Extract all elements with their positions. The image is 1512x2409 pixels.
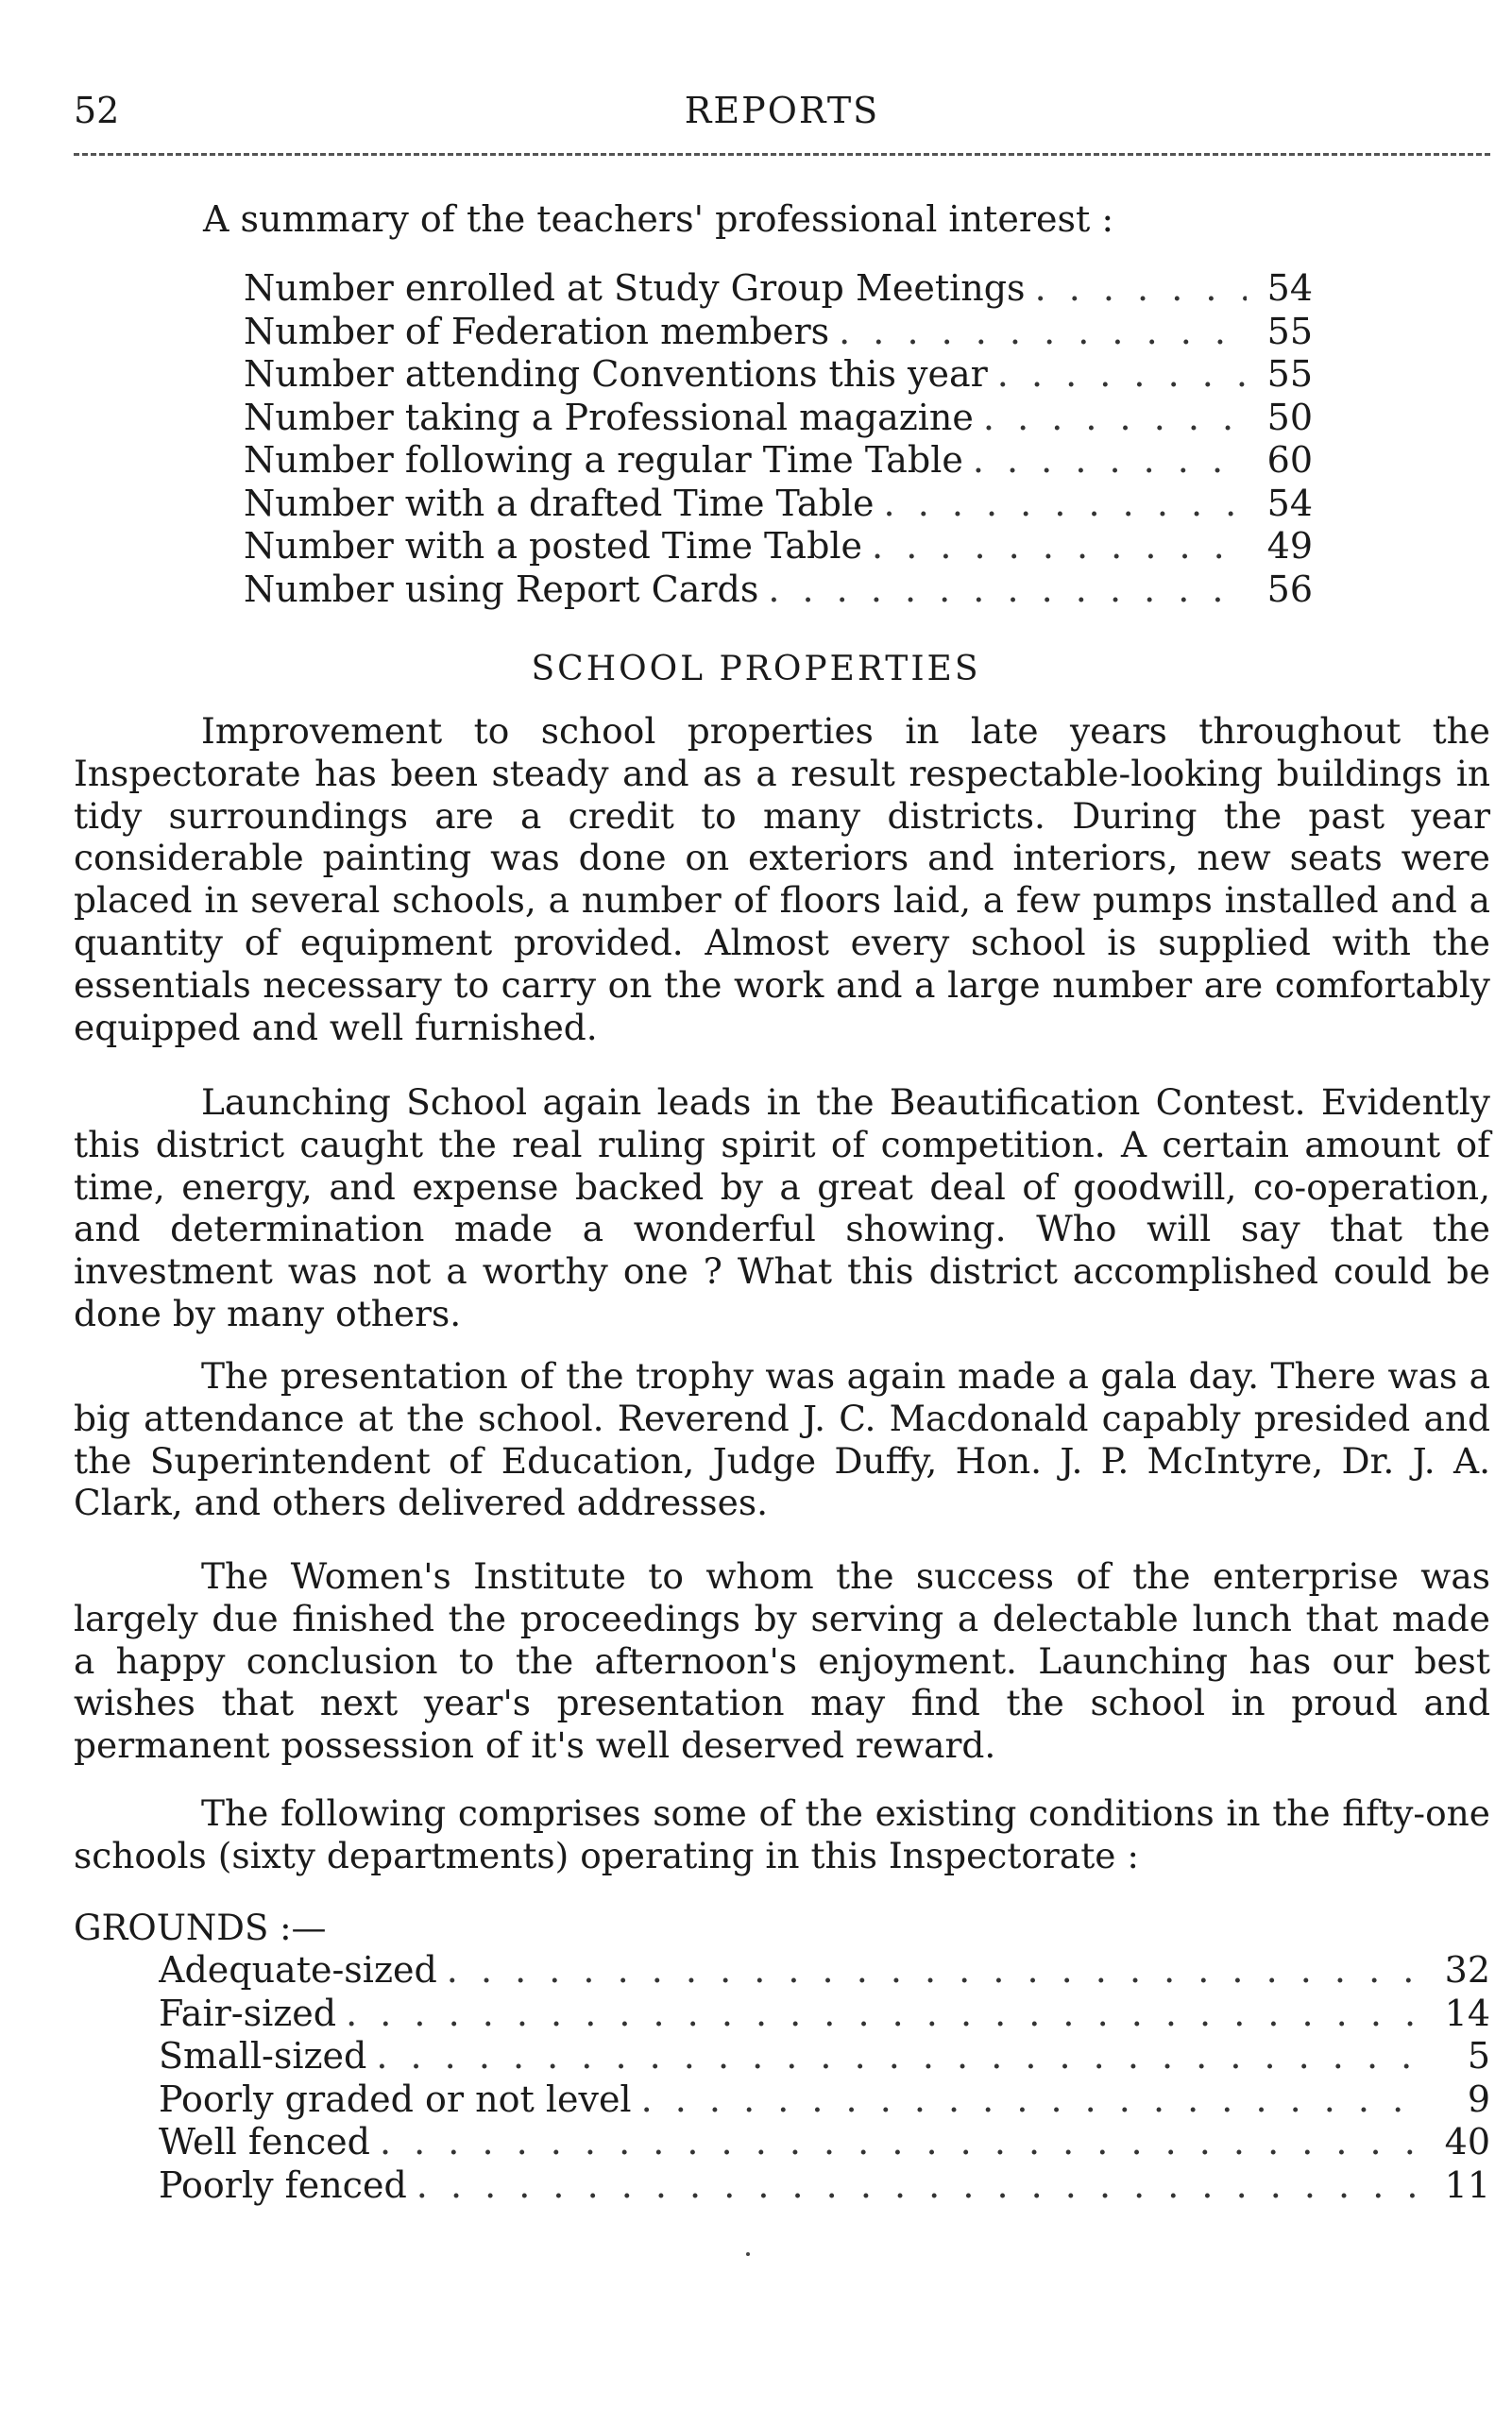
dot-leader (983, 397, 1247, 438)
list-item (159, 2035, 1490, 2078)
item-label: Number of Federation members (244, 310, 830, 352)
dot-leader (641, 2078, 1424, 2120)
list-item (244, 267, 1313, 311)
item-label: Poorly graded or not level (159, 2078, 632, 2120)
item-value: 14 (1444, 1992, 1490, 2034)
item-label: Number attending Conventions this year (244, 353, 988, 395)
item-label: Number using Report Cards (244, 568, 759, 610)
grounds-label: GROUNDS :— (74, 1908, 327, 1948)
paragraph-womens-institute: The Women's Institute to whom the success of the enterprise was largely due finished the proceedings by serving a delectable lunch that made a happy conclusion to the afternoon's enjoyment. Launching has our best wishes that next year's presentation may find the school in proud and permanent possession of it's well deserved reward. (74, 1555, 1490, 1767)
item-value: 11 (1444, 2163, 1490, 2206)
item-value: 50 (1266, 396, 1313, 438)
list-item (159, 2164, 1490, 2208)
grounds-list (159, 1949, 1490, 2207)
item-label: Number enrolled at Study Group Meetings (244, 267, 1026, 309)
dot-leader (973, 439, 1247, 481)
item-value: 49 (1266, 525, 1313, 567)
item-label: Number with a posted Time Table (244, 525, 863, 567)
item-value: 56 (1266, 568, 1313, 610)
dot-leader (416, 2164, 1424, 2206)
item-value: 9 (1467, 2078, 1490, 2120)
dot-leader (872, 525, 1247, 567)
item-label: Adequate-sized (159, 1949, 437, 1991)
list-item (244, 397, 1313, 440)
dot-leader (768, 568, 1247, 610)
section-heading-school-properties: SCHOOL PROPERTIES (531, 650, 981, 688)
item-label: Number with a drafted Time Table (244, 482, 875, 524)
item-label: Number taking a Professional magazine (244, 396, 974, 438)
item-label: Poorly fenced (159, 2163, 407, 2206)
dot-leader (1035, 267, 1247, 309)
page-header (74, 90, 1490, 146)
dot-leader (839, 311, 1247, 352)
list-item (159, 1993, 1490, 2036)
item-value: 54 (1266, 482, 1313, 524)
running-head: REPORTS (684, 90, 880, 131)
dot-leader (380, 2121, 1424, 2163)
dot-leader (997, 353, 1247, 395)
paragraph-beautification-contest: Launching School again leads in the Beautification Contest. Evidently this district caught the real ruling spirit of competition. A certain amount of time, energy, and expense backed by a great deal of goodwill, co-operation, and determination made a wonderful showing. Who will say that the investment was not a worthy one ? What this district accomplished could be done by many others. (74, 1081, 1490, 1334)
list-item (244, 311, 1313, 354)
professional-interest-list (244, 267, 1313, 611)
item-label: Small-sized (159, 2035, 367, 2077)
stray-ink-mark (746, 2252, 750, 2256)
dot-leader (884, 483, 1247, 524)
item-label: Fair-sized (159, 1992, 337, 2034)
item-value: 32 (1444, 1949, 1490, 1991)
paragraph-improvement: Improvement to school properties in late years throughout the Inspectorate has been steady and as a result respectable-looking buildings in tidy surroundings are a credit to many districts. During the past year considerable painting was done on exteriors and interiors, new seats were placed in several schools, a number of floors laid, a few pumps installed and a quantity of equipment provided. Almost every school is supplied with the essentials necessary to carry on the work and a large number are comfortably equipped and well furnished. (74, 710, 1490, 1048)
dot-leader (376, 2035, 1424, 2077)
page-number: 52 (74, 90, 120, 131)
paragraph-existing-conditions: The following comprises some of the existing conditions in the fifty-one schools (sixty departments) operating in this Inspectorate : (74, 1792, 1490, 1876)
list-item (244, 525, 1313, 568)
item-value: 55 (1266, 353, 1313, 395)
item-value: 54 (1266, 267, 1313, 309)
list-item (244, 353, 1313, 397)
list-item (159, 2078, 1490, 2122)
item-value: 55 (1266, 310, 1313, 352)
item-value: 60 (1266, 439, 1313, 481)
list-item (244, 568, 1313, 612)
list-item (244, 483, 1313, 526)
paragraph-trophy-presentation: The presentation of the trophy was again made a gala day. There was a big attendance at the school. Reverend J. C. Macdonald capably presided and the Superintendent of Education, Judge Duffy, Hon. J. P. McIntyre, Dr. J. A. Clark, and others delivered addresses. (74, 1355, 1490, 1524)
item-label: Number following a regular Time Table (244, 439, 963, 481)
list-item (159, 1949, 1490, 1993)
list-item (244, 439, 1313, 483)
dot-leader (447, 1949, 1424, 1991)
item-label: Well fenced (159, 2121, 370, 2163)
header-rule (74, 153, 1490, 156)
item-value: 5 (1467, 2035, 1490, 2077)
item-value: 40 (1444, 2121, 1490, 2163)
dot-leader (346, 1993, 1424, 2034)
list-item (159, 2121, 1490, 2164)
interest-summary-lead: A summary of the teachers' professional interest : (203, 198, 1114, 240)
